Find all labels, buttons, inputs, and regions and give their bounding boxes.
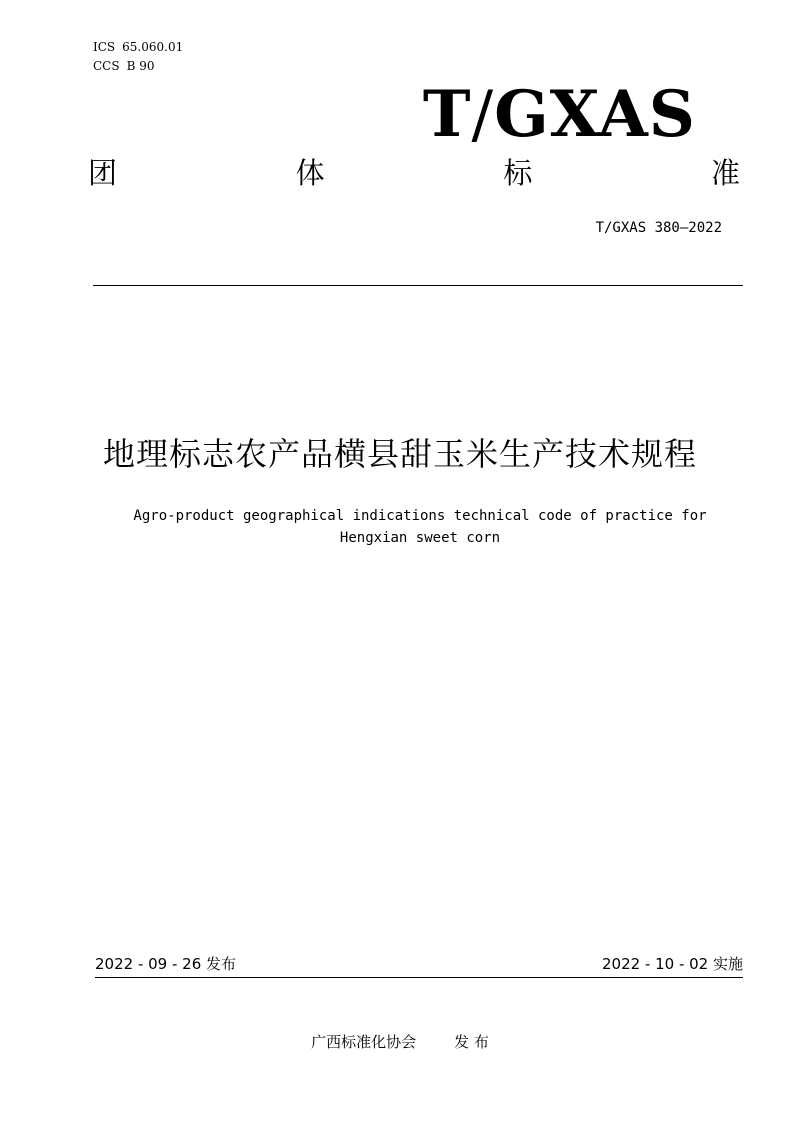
english-title-line-1: Agro-product geographical indications technical code of practice for (133, 508, 707, 524)
publisher-line (0, 1031, 800, 1053)
ccs-code (93, 57, 183, 76)
ics-value: 65.060.01 (122, 40, 184, 54)
standard-type-heading (88, 155, 740, 191)
document-title-english (80, 505, 760, 549)
implementation-date: 2022 - 10 - 02 实施 (601, 955, 743, 973)
english-title-line-2: Hengxian sweet corn (339, 530, 501, 546)
logo-slash: / (471, 78, 495, 152)
document-title-chinese: 地理标志农产品横县甜玉米生产技术规程 (102, 435, 697, 473)
standard-type-char: 团 (88, 156, 118, 190)
logo-prefix: T (422, 77, 472, 152)
ics-label: ICS (93, 40, 116, 54)
ccs-value: B 90 (126, 59, 155, 73)
classification-codes (93, 38, 183, 76)
logo-suffix: GXAS (494, 77, 696, 152)
publisher-name: 广西标准化协会 (311, 1033, 417, 1051)
standard-logo (422, 77, 696, 152)
standard-type-char: 准 (710, 156, 740, 190)
ccs-label: CCS (93, 59, 120, 73)
issue-date: 2022 - 09 - 26 发布 (95, 955, 237, 973)
publisher-action: 发 布 (454, 1033, 489, 1051)
footer-divider (95, 977, 743, 978)
standard-number: T/GXAS 380—2022 (595, 220, 722, 236)
ics-code (93, 38, 183, 57)
header-divider (93, 285, 743, 286)
standard-type-char: 标 (503, 156, 533, 190)
standard-type-char: 体 (295, 156, 325, 190)
